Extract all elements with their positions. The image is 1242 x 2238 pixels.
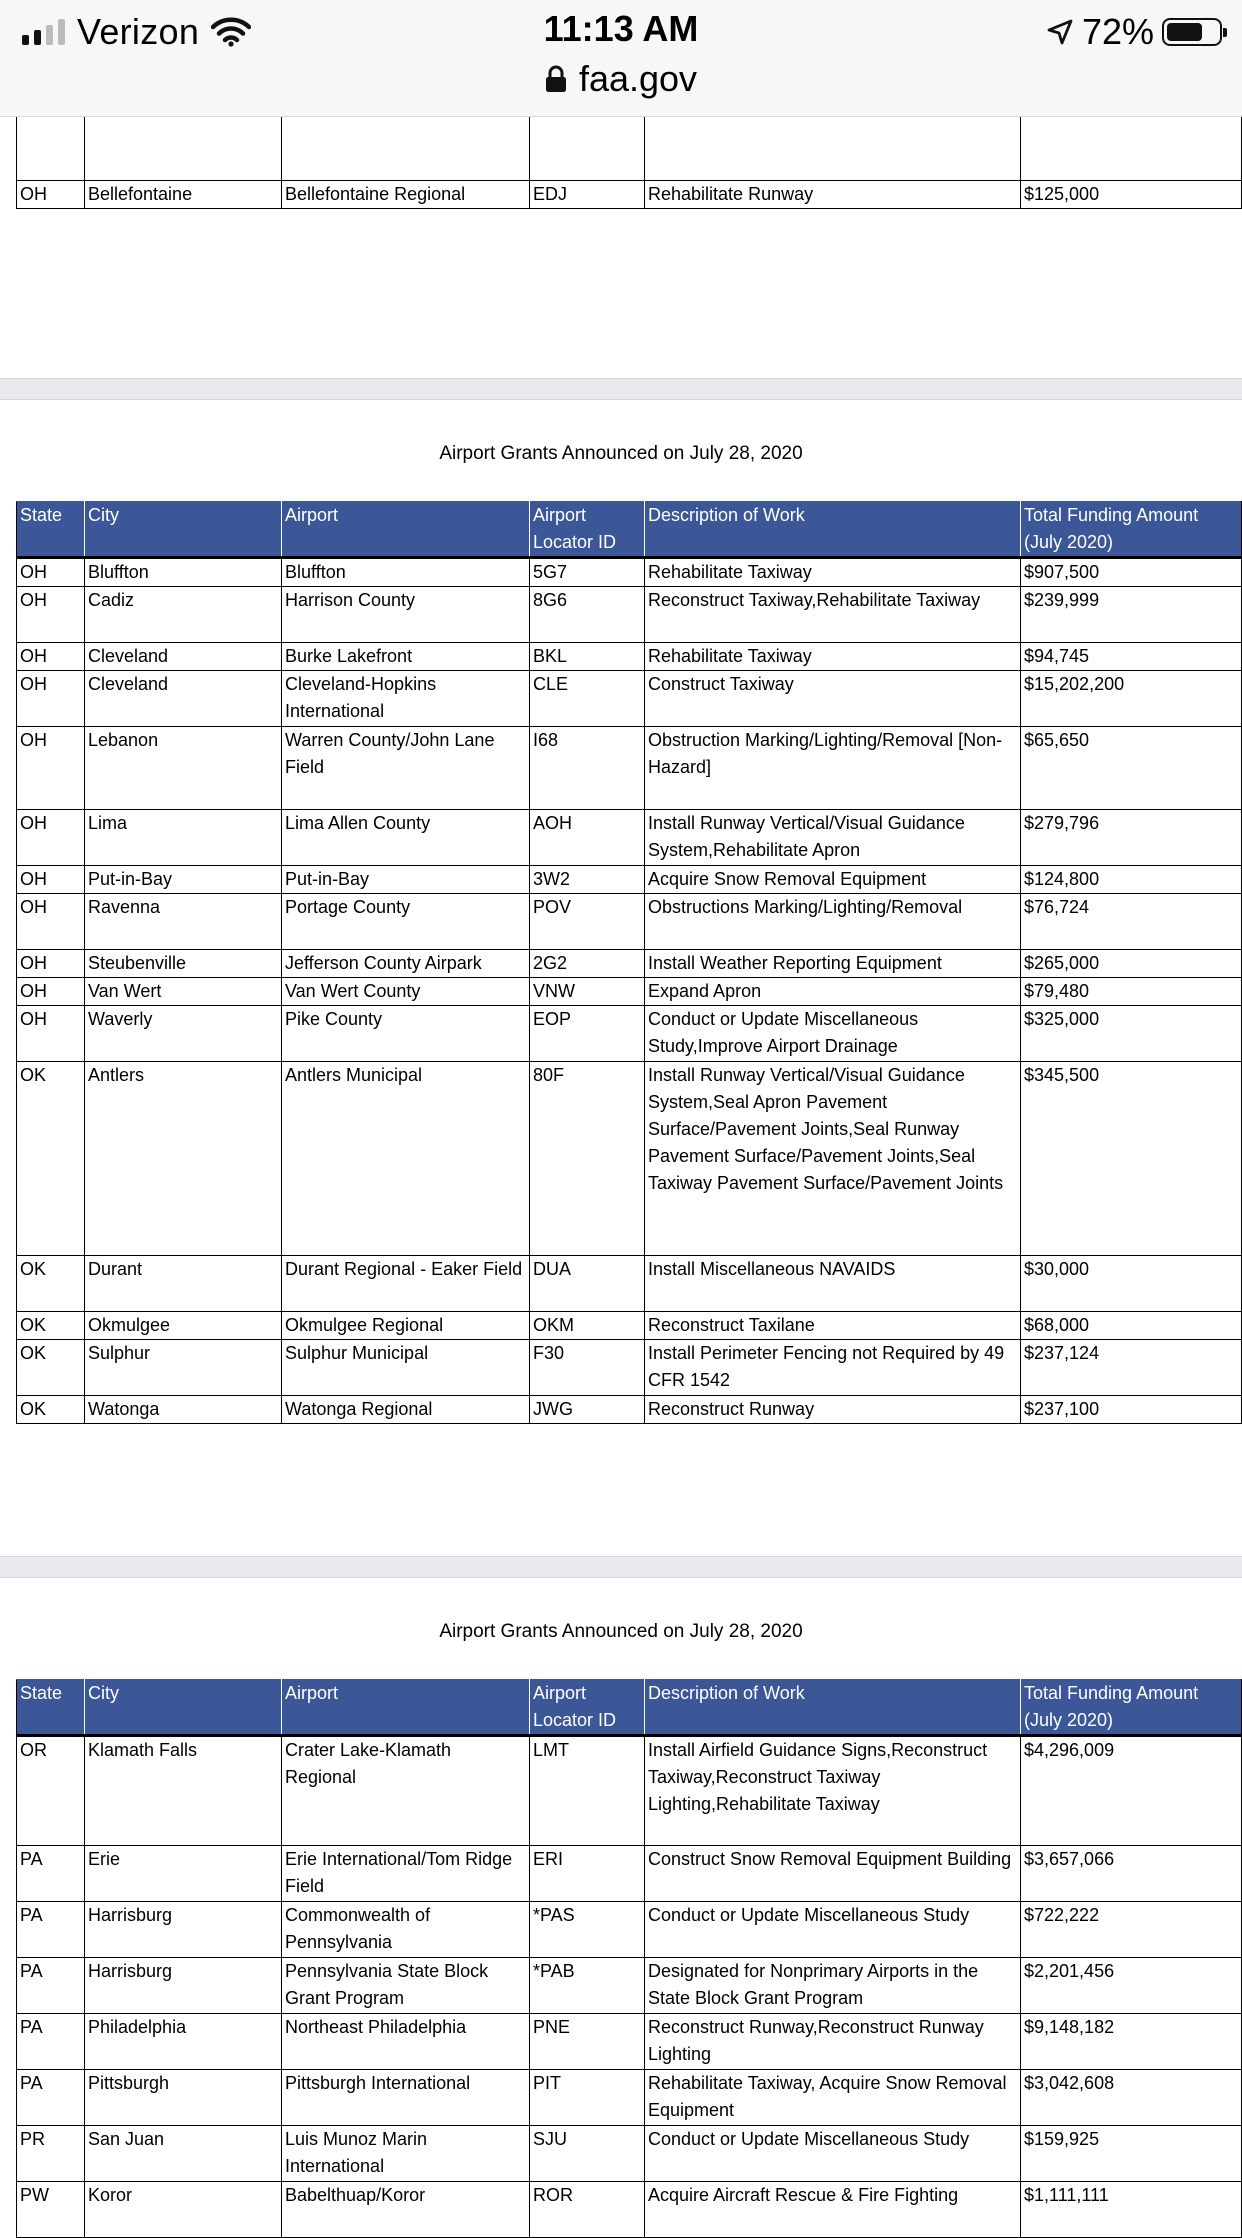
header-row xyxy=(17,502,1242,558)
funding-cell: $722,222 xyxy=(1021,1902,1242,1958)
airport-cell: Antlers Municipal xyxy=(282,1062,530,1256)
funding-cell: $68,000 xyxy=(1021,1312,1242,1340)
locator-id-cell: DUA xyxy=(530,1256,645,1312)
funding-cell: $9,148,182 xyxy=(1021,2014,1242,2070)
table-row xyxy=(17,978,1242,1006)
locator-id-cell: F30 xyxy=(530,1340,645,1396)
description-cell: Install Weather Reporting Equipment xyxy=(645,950,1021,978)
table-row xyxy=(17,1396,1242,1424)
column-header: City xyxy=(85,502,282,558)
description-cell: Rehabilitate Taxiway, Acquire Snow Removal Equipment xyxy=(645,2070,1021,2126)
city-cell: Koror xyxy=(85,2182,282,2238)
city-cell: Van Wert xyxy=(85,978,282,1006)
funding-cell: $265,000 xyxy=(1021,950,1242,978)
locator-id-cell: SJU xyxy=(530,2126,645,2182)
description-cell: Install Runway Vertical/Visual Guidance System,Seal Apron Pavement Surface/Pavement Joints,Seal Runway Pavement Surface/Pavement Joints,Seal Taxiway Pavement Surface/Pavement Joints xyxy=(645,1062,1021,1256)
table-header xyxy=(17,502,1242,558)
airport-cell: Watonga Regional xyxy=(282,1396,530,1424)
airport-cell: Erie International/Tom Ridge Field xyxy=(282,1846,530,1902)
state-cell: PA xyxy=(17,1902,85,1958)
description-cell: Obstruction Marking/Lighting/Removal [Non-Hazard] xyxy=(645,727,1021,810)
airport-cell: Northeast Philadelphia xyxy=(282,2014,530,2070)
url-text[interactable]: faa.gov xyxy=(578,58,698,99)
airport-cell: Lima Allen County xyxy=(282,810,530,866)
city-cell: Cadiz xyxy=(85,587,282,643)
state-cell: OK xyxy=(17,1340,85,1396)
description-cell: Conduct or Update Miscellaneous Study,Improve Airport Drainage xyxy=(645,1006,1021,1062)
description-cell: Rehabilitate Taxiway xyxy=(645,558,1021,587)
funding-cell: $4,296,009 xyxy=(1021,1736,1242,1846)
document-page-2 xyxy=(0,400,1242,1556)
page-title: Airport Grants Announced on July 28, 2020 xyxy=(439,1621,803,1642)
city-cell: Harrisburg xyxy=(85,1958,282,2014)
column-header: Airport xyxy=(282,502,530,558)
airport-cell: Commonwealth of Pennsylvania xyxy=(282,1902,530,1958)
airport-cell: Van Wert County xyxy=(282,978,530,1006)
state-cell: OK xyxy=(17,1062,85,1256)
funding-cell: $159,925 xyxy=(1021,2126,1242,2182)
city-cell: Steubenville xyxy=(85,950,282,978)
airport-cell: Luis Munoz Marin International xyxy=(282,2126,530,2182)
table-row xyxy=(17,1902,1242,1958)
table-row xyxy=(17,727,1242,810)
city-cell: Klamath Falls xyxy=(85,1736,282,1846)
funding-cell: $2,201,456 xyxy=(1021,1958,1242,2014)
status-right xyxy=(1046,10,1222,54)
lock-icon xyxy=(545,65,567,93)
description-cell: Designated for Nonprimary Airports in the State Block Grant Program xyxy=(645,1958,1021,2014)
locator-id-cell: OKM xyxy=(530,1312,645,1340)
page-separator xyxy=(0,378,1242,400)
table-row xyxy=(17,558,1242,587)
airport-cell: Put-in-Bay xyxy=(282,866,530,894)
table-row xyxy=(17,643,1242,671)
locator-id-cell: ROR xyxy=(530,2182,645,2238)
funding-cell: $345,500 xyxy=(1021,1062,1242,1256)
state-cell: PA xyxy=(17,1846,85,1902)
funding-cell: $237,124 xyxy=(1021,1340,1242,1396)
airport-cell: Jefferson County Airpark xyxy=(282,950,530,978)
table-row xyxy=(17,950,1242,978)
grants-table-page-3 xyxy=(16,1679,1242,2238)
column-header: Total Funding Amount (July 2020) xyxy=(1021,1680,1242,1736)
state-cell: OK xyxy=(17,1396,85,1424)
table-header xyxy=(17,1680,1242,1736)
locator-id-cell: LMT xyxy=(530,1736,645,1846)
funding-cell: $15,202,200 xyxy=(1021,671,1242,727)
description-cell: Obstructions Marking/Lighting/Removal xyxy=(645,894,1021,950)
locator-id-cell: 3W2 xyxy=(530,866,645,894)
table-row xyxy=(17,1062,1242,1256)
table-row xyxy=(17,810,1242,866)
locator-id-cell: I68 xyxy=(530,727,645,810)
city-cell: Bellefontaine xyxy=(85,181,282,209)
locator-id-cell: BKL xyxy=(530,643,645,671)
table-row xyxy=(17,1736,1242,1846)
city-cell: Cleveland xyxy=(85,643,282,671)
state-cell: OH xyxy=(17,587,85,643)
city-cell: Cleveland xyxy=(85,671,282,727)
table-row xyxy=(17,894,1242,950)
location-arrow-icon xyxy=(1046,18,1074,46)
state-cell: OH xyxy=(17,643,85,671)
table-body xyxy=(17,1736,1242,2238)
state-cell: PW xyxy=(17,2182,85,2238)
state-cell: OH xyxy=(17,558,85,587)
city-cell: Lima xyxy=(85,810,282,866)
airport-cell: Burke Lakefront xyxy=(282,643,530,671)
city-cell: Okmulgee xyxy=(85,1312,282,1340)
column-header: Description of Work xyxy=(645,502,1021,558)
funding-cell: $239,999 xyxy=(1021,587,1242,643)
carrier-name: Verizon xyxy=(77,11,200,52)
funding-cell: $279,796 xyxy=(1021,810,1242,866)
column-header: State xyxy=(17,502,85,558)
column-header: Total Funding Amount (July 2020) xyxy=(1021,502,1242,558)
table-row xyxy=(17,2126,1242,2182)
airport-cell: Babelthuap/Koror xyxy=(282,2182,530,2238)
table-row xyxy=(17,1312,1242,1340)
table-row xyxy=(17,1340,1242,1396)
city-cell: Pittsburgh xyxy=(85,2070,282,2126)
column-header: Airport Locator ID xyxy=(530,502,645,558)
funding-cell: $79,480 xyxy=(1021,978,1242,1006)
locator-id-cell: 2G2 xyxy=(530,950,645,978)
city-cell: Harrisburg xyxy=(85,1902,282,1958)
table-row xyxy=(17,866,1242,894)
state-cell: OH xyxy=(17,727,85,810)
battery-fill xyxy=(1167,23,1202,41)
table-row xyxy=(17,1958,1242,2014)
description-cell: Install Airfield Guidance Signs,Reconstruct Taxiway,Reconstruct Taxiway Lighting,Rehabilitate Taxiway xyxy=(645,1736,1021,1846)
airport-cell: Sulphur Municipal xyxy=(282,1340,530,1396)
state-cell: OH xyxy=(17,866,85,894)
locator-id-cell: JWG xyxy=(530,1396,645,1424)
funding-cell: $3,657,066 xyxy=(1021,1846,1242,1902)
state-cell: OK xyxy=(17,1312,85,1340)
locator-id-cell: EOP xyxy=(530,1006,645,1062)
airport-cell: Harrison County xyxy=(282,587,530,643)
city-cell: Philadelphia xyxy=(85,2014,282,2070)
document-page-3 xyxy=(0,1578,1242,2208)
page-separator xyxy=(0,1556,1242,1578)
state-cell: OH xyxy=(17,978,85,1006)
funding-cell: $94,745 xyxy=(1021,643,1242,671)
page-title: Airport Grants Announced on July 28, 2020 xyxy=(439,443,803,464)
locator-id-cell: 8G6 xyxy=(530,587,645,643)
funding-cell: $237,100 xyxy=(1021,1396,1242,1424)
state-cell: PA xyxy=(17,2014,85,2070)
table-body xyxy=(17,558,1242,1424)
table-row xyxy=(17,671,1242,727)
city-cell: Put-in-Bay xyxy=(85,866,282,894)
description-cell: Install Perimeter Fencing not Required by 49 CFR 1542 xyxy=(645,1340,1021,1396)
table-row xyxy=(17,2014,1242,2070)
locator-id-cell: ERI xyxy=(530,1846,645,1902)
state-cell: OK xyxy=(17,1256,85,1312)
state-cell: OH xyxy=(17,894,85,950)
state-cell: OH xyxy=(17,671,85,727)
column-header: Description of Work xyxy=(645,1680,1021,1736)
table-row xyxy=(17,2070,1242,2126)
funding-cell: $907,500 xyxy=(1021,558,1242,587)
table-row xyxy=(17,1256,1242,1312)
funding-cell: $3,042,608 xyxy=(1021,2070,1242,2126)
table-row xyxy=(17,587,1242,643)
city-cell: Antlers xyxy=(85,1062,282,1256)
airport-cell: Pike County xyxy=(282,1006,530,1062)
airport-cell: Pittsburgh International xyxy=(282,2070,530,2126)
state-cell: OH xyxy=(17,181,85,209)
battery-icon xyxy=(1162,18,1222,46)
locator-id-cell: 80F xyxy=(530,1062,645,1256)
description-cell: Reconstruct Taxiway,Rehabilitate Taxiway xyxy=(645,587,1021,643)
description-cell: Rehabilitate Taxiway xyxy=(645,643,1021,671)
state-cell: PR xyxy=(17,2126,85,2182)
column-header: State xyxy=(17,1680,85,1736)
header-row xyxy=(17,1680,1242,1736)
funding-cell: $65,650 xyxy=(1021,727,1242,810)
description-cell: Rehabilitate Runway xyxy=(645,181,1021,209)
description-cell: Reconstruct Taxilane xyxy=(645,1312,1021,1340)
state-cell: PA xyxy=(17,1958,85,2014)
state-cell: PA xyxy=(17,2070,85,2126)
table-row xyxy=(17,181,1242,209)
state-cell: OR xyxy=(17,1736,85,1846)
funding-cell: $125,000 xyxy=(1021,181,1242,209)
description-cell: Conduct or Update Miscellaneous Study xyxy=(645,2126,1021,2182)
city-cell: Bluffton xyxy=(85,558,282,587)
description-cell: Acquire Snow Removal Equipment xyxy=(645,866,1021,894)
description-cell: Reconstruct Runway,Reconstruct Runway Lighting xyxy=(645,2014,1021,2070)
battery-percent: 72% xyxy=(1081,11,1154,52)
airport-cell: Bluffton xyxy=(282,558,530,587)
description-cell: Expand Apron xyxy=(645,978,1021,1006)
description-cell: Acquire Aircraft Rescue & Fire Fighting xyxy=(645,2182,1021,2238)
locator-id-cell: CLE xyxy=(530,671,645,727)
city-cell: Erie xyxy=(85,1846,282,1902)
state-cell: OH xyxy=(17,950,85,978)
city-cell: Ravenna xyxy=(85,894,282,950)
airport-cell: Bellefontaine Regional xyxy=(282,181,530,209)
city-cell: San Juan xyxy=(85,2126,282,2182)
grants-table-page-2 xyxy=(16,501,1242,1424)
locator-id-cell: AOH xyxy=(530,810,645,866)
locator-id-cell: POV xyxy=(530,894,645,950)
city-cell: Sulphur xyxy=(85,1340,282,1396)
description-cell: Construct Snow Removal Equipment Building xyxy=(645,1846,1021,1902)
table-row xyxy=(17,1846,1242,1902)
state-cell: OH xyxy=(17,1006,85,1062)
description-cell: Install Miscellaneous NAVAIDS xyxy=(645,1256,1021,1312)
locator-id-cell: 5G7 xyxy=(530,558,645,587)
city-cell: Lebanon xyxy=(85,727,282,810)
city-cell: Waverly xyxy=(85,1006,282,1062)
locator-id-cell: *PAS xyxy=(530,1902,645,1958)
description-cell: Reconstruct Runway xyxy=(645,1396,1021,1424)
locator-id-cell: VNW xyxy=(530,978,645,1006)
airport-cell: Warren County/John Lane Field xyxy=(282,727,530,810)
description-cell: Construct Taxiway xyxy=(645,671,1021,727)
clock: 11:13 AM xyxy=(543,8,699,49)
locator-id-cell: EDJ xyxy=(530,181,645,209)
funding-cell: $1,111,111 xyxy=(1021,2182,1242,2238)
funding-cell: $76,724 xyxy=(1021,894,1242,950)
airport-cell: Portage County xyxy=(282,894,530,950)
column-header: Airport Locator ID xyxy=(530,1680,645,1736)
address-bar[interactable] xyxy=(0,58,1242,100)
table-row xyxy=(17,1006,1242,1062)
locator-id-cell: PIT xyxy=(530,2070,645,2126)
state-cell: OH xyxy=(17,810,85,866)
airport-cell: Pennsylvania State Block Grant Program xyxy=(282,1958,530,2014)
locator-id-cell: PNE xyxy=(530,2014,645,2070)
column-header: City xyxy=(85,1680,282,1736)
locator-id-cell: *PAB xyxy=(530,1958,645,2014)
status-bar xyxy=(0,0,1242,117)
funding-cell: $325,000 xyxy=(1021,1006,1242,1062)
airport-cell: Cleveland-Hopkins International xyxy=(282,671,530,727)
table-row xyxy=(17,2182,1242,2238)
funding-cell: $124,800 xyxy=(1021,866,1242,894)
description-cell: Conduct or Update Miscellaneous Study xyxy=(645,1902,1021,1958)
description-cell: Install Runway Vertical/Visual Guidance System,Rehabilitate Apron xyxy=(645,810,1021,866)
airport-cell: Okmulgee Regional xyxy=(282,1312,530,1340)
city-cell: Watonga xyxy=(85,1396,282,1424)
funding-cell: $30,000 xyxy=(1021,1256,1242,1312)
column-header: Airport xyxy=(282,1680,530,1736)
airport-cell: Durant Regional - Eaker Field xyxy=(282,1256,530,1312)
city-cell: Durant xyxy=(85,1256,282,1312)
airport-cell: Crater Lake-Klamath Regional xyxy=(282,1736,530,1846)
